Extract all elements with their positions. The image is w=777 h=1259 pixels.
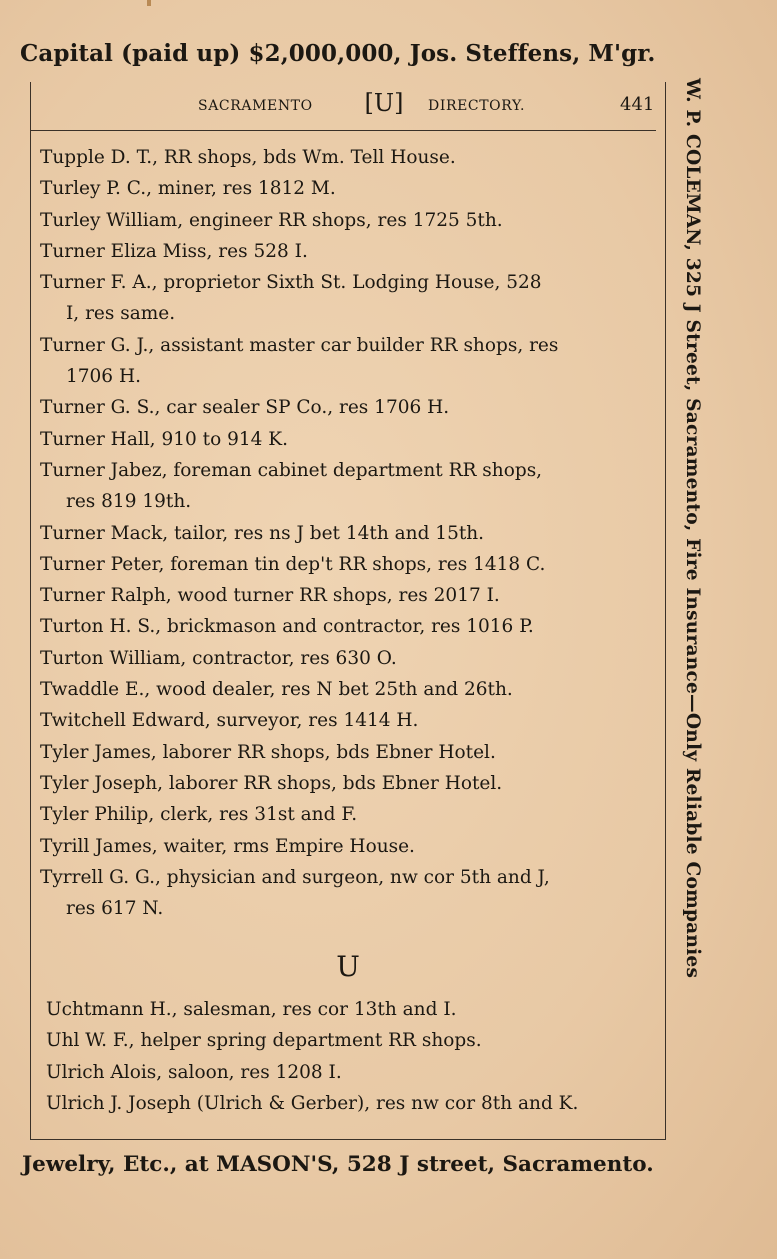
directory-entry (40, 674, 652, 705)
directory-entry (40, 737, 652, 768)
side-advertisement (676, 78, 708, 1143)
entry-line: Turner G. J., assistant master car builder RR shops, res (40, 334, 559, 356)
section-letter: U (336, 950, 360, 983)
entry-line: Turton H. S., brickmason and contractor, res 1016 P. (40, 616, 534, 638)
paper-mark (147, 0, 151, 6)
directory-entry (40, 205, 652, 236)
directory-entry (40, 643, 652, 674)
entry-continuation: I, res same. (66, 303, 176, 325)
entry-line: Tyler Joseph, laborer RR shops, bds Ebner Hotel. (40, 772, 503, 794)
directory-entry (40, 142, 652, 173)
directory-entry (40, 455, 652, 518)
directory-entry (40, 611, 652, 642)
directory-entry (40, 392, 652, 423)
entry-line: Turton William, contractor, res 630 O. (40, 647, 397, 669)
bottom-advertisement: Jewelry, Etc., at MASON'S, 528 J street, Sacramento. (22, 1152, 654, 1177)
entry-line: Turner F. A., proprietor Sixth St. Lodging House, 528 (40, 272, 542, 294)
directory-entry (40, 330, 652, 393)
directory-entry (40, 705, 652, 736)
directory-entry (40, 267, 652, 330)
header-city: SACRAMENTO (198, 98, 313, 114)
directory-entry (40, 799, 652, 830)
entry-continuation: res 617 N. (66, 898, 164, 920)
header-rule (30, 130, 656, 131)
entry-line: Tyrrell G. G., physician and surgeon, nw cor 5th and J, (40, 866, 550, 888)
entry-line: Tyler Philip, clerk, res 31st and F. (40, 804, 358, 826)
entry-line: Turner Mack, tailor, res ns J bet 14th and 15th. (40, 522, 485, 544)
page-number: 441 (620, 94, 655, 115)
entry-continuation: 1706 H. (66, 366, 141, 388)
entry-line: Twaddle E., wood dealer, res N bet 25th and 26th. (40, 679, 513, 701)
entry-line: Turner Ralph, wood turner RR shops, res 2017 I. (40, 585, 500, 607)
entry-continuation: res 819 19th. (66, 491, 192, 513)
side-advertisement-text: W. P. COLEMAN, 325 J Street, Sacramento, Fire Insurance—Only Reliable Companies (682, 78, 703, 979)
directory-entry (40, 580, 652, 611)
directory-entry (46, 1088, 658, 1119)
entry-line: Tyler James, laborer RR shops, bds Ebner Hotel. (40, 741, 496, 763)
directory-entry (40, 768, 652, 799)
entries-u-list (46, 994, 658, 1119)
directory-entry (46, 1025, 658, 1056)
entry-line: Ulrich Alois, saloon, res 1208 I. (46, 1061, 342, 1083)
directory-entry (40, 831, 652, 862)
directory-entry (40, 173, 652, 204)
directory-entry (40, 424, 652, 455)
entries-t-list (40, 142, 652, 924)
directory-entry (40, 236, 652, 267)
directory-entry (46, 1057, 658, 1088)
entry-line: Uchtmann H., salesman, res cor 13th and I. (46, 999, 457, 1020)
header-letter: [U] (364, 89, 404, 117)
entry-line: Turner G. S., car sealer SP Co., res 1706 H. (40, 397, 450, 419)
entry-line: Turner Peter, foreman tin dep't RR shops, res 1418 C. (40, 553, 546, 575)
directory-entry (40, 549, 652, 580)
entry-line: Turner Eliza Miss, res 528 I. (40, 240, 308, 262)
entry-line: Tyrill James, waiter, rms Empire House. (40, 835, 415, 857)
entry-line: Turley P. C., miner, res 1812 M. (40, 178, 336, 200)
entry-line: Uhl W. F., helper spring department RR shops. (46, 1030, 482, 1052)
entry-line: Tupple D. T., RR shops, bds Wm. Tell House. (40, 147, 456, 168)
entry-line: Turner Jabez, foreman cabinet department RR shops, (40, 459, 543, 481)
running-header (30, 90, 662, 124)
header-directory: DIRECTORY. (428, 98, 526, 114)
entry-line: Twitchell Edward, surveyor, res 1414 H. (40, 710, 419, 732)
entry-line: Turley William, engineer RR shops, res 1725 5th. (40, 209, 503, 231)
directory-entry (46, 994, 658, 1025)
directory-entry (40, 518, 652, 549)
directory-entry (40, 862, 652, 925)
entry-line: Turner Hall, 910 to 914 K. (40, 428, 288, 450)
top-advertisement: Capital (paid up) $2,000,000, Jos. Steffens, M'gr. (20, 40, 656, 67)
entry-line: Ulrich J. Joseph (Ulrich & Gerber), res nw cor 8th and K. (46, 1092, 579, 1114)
